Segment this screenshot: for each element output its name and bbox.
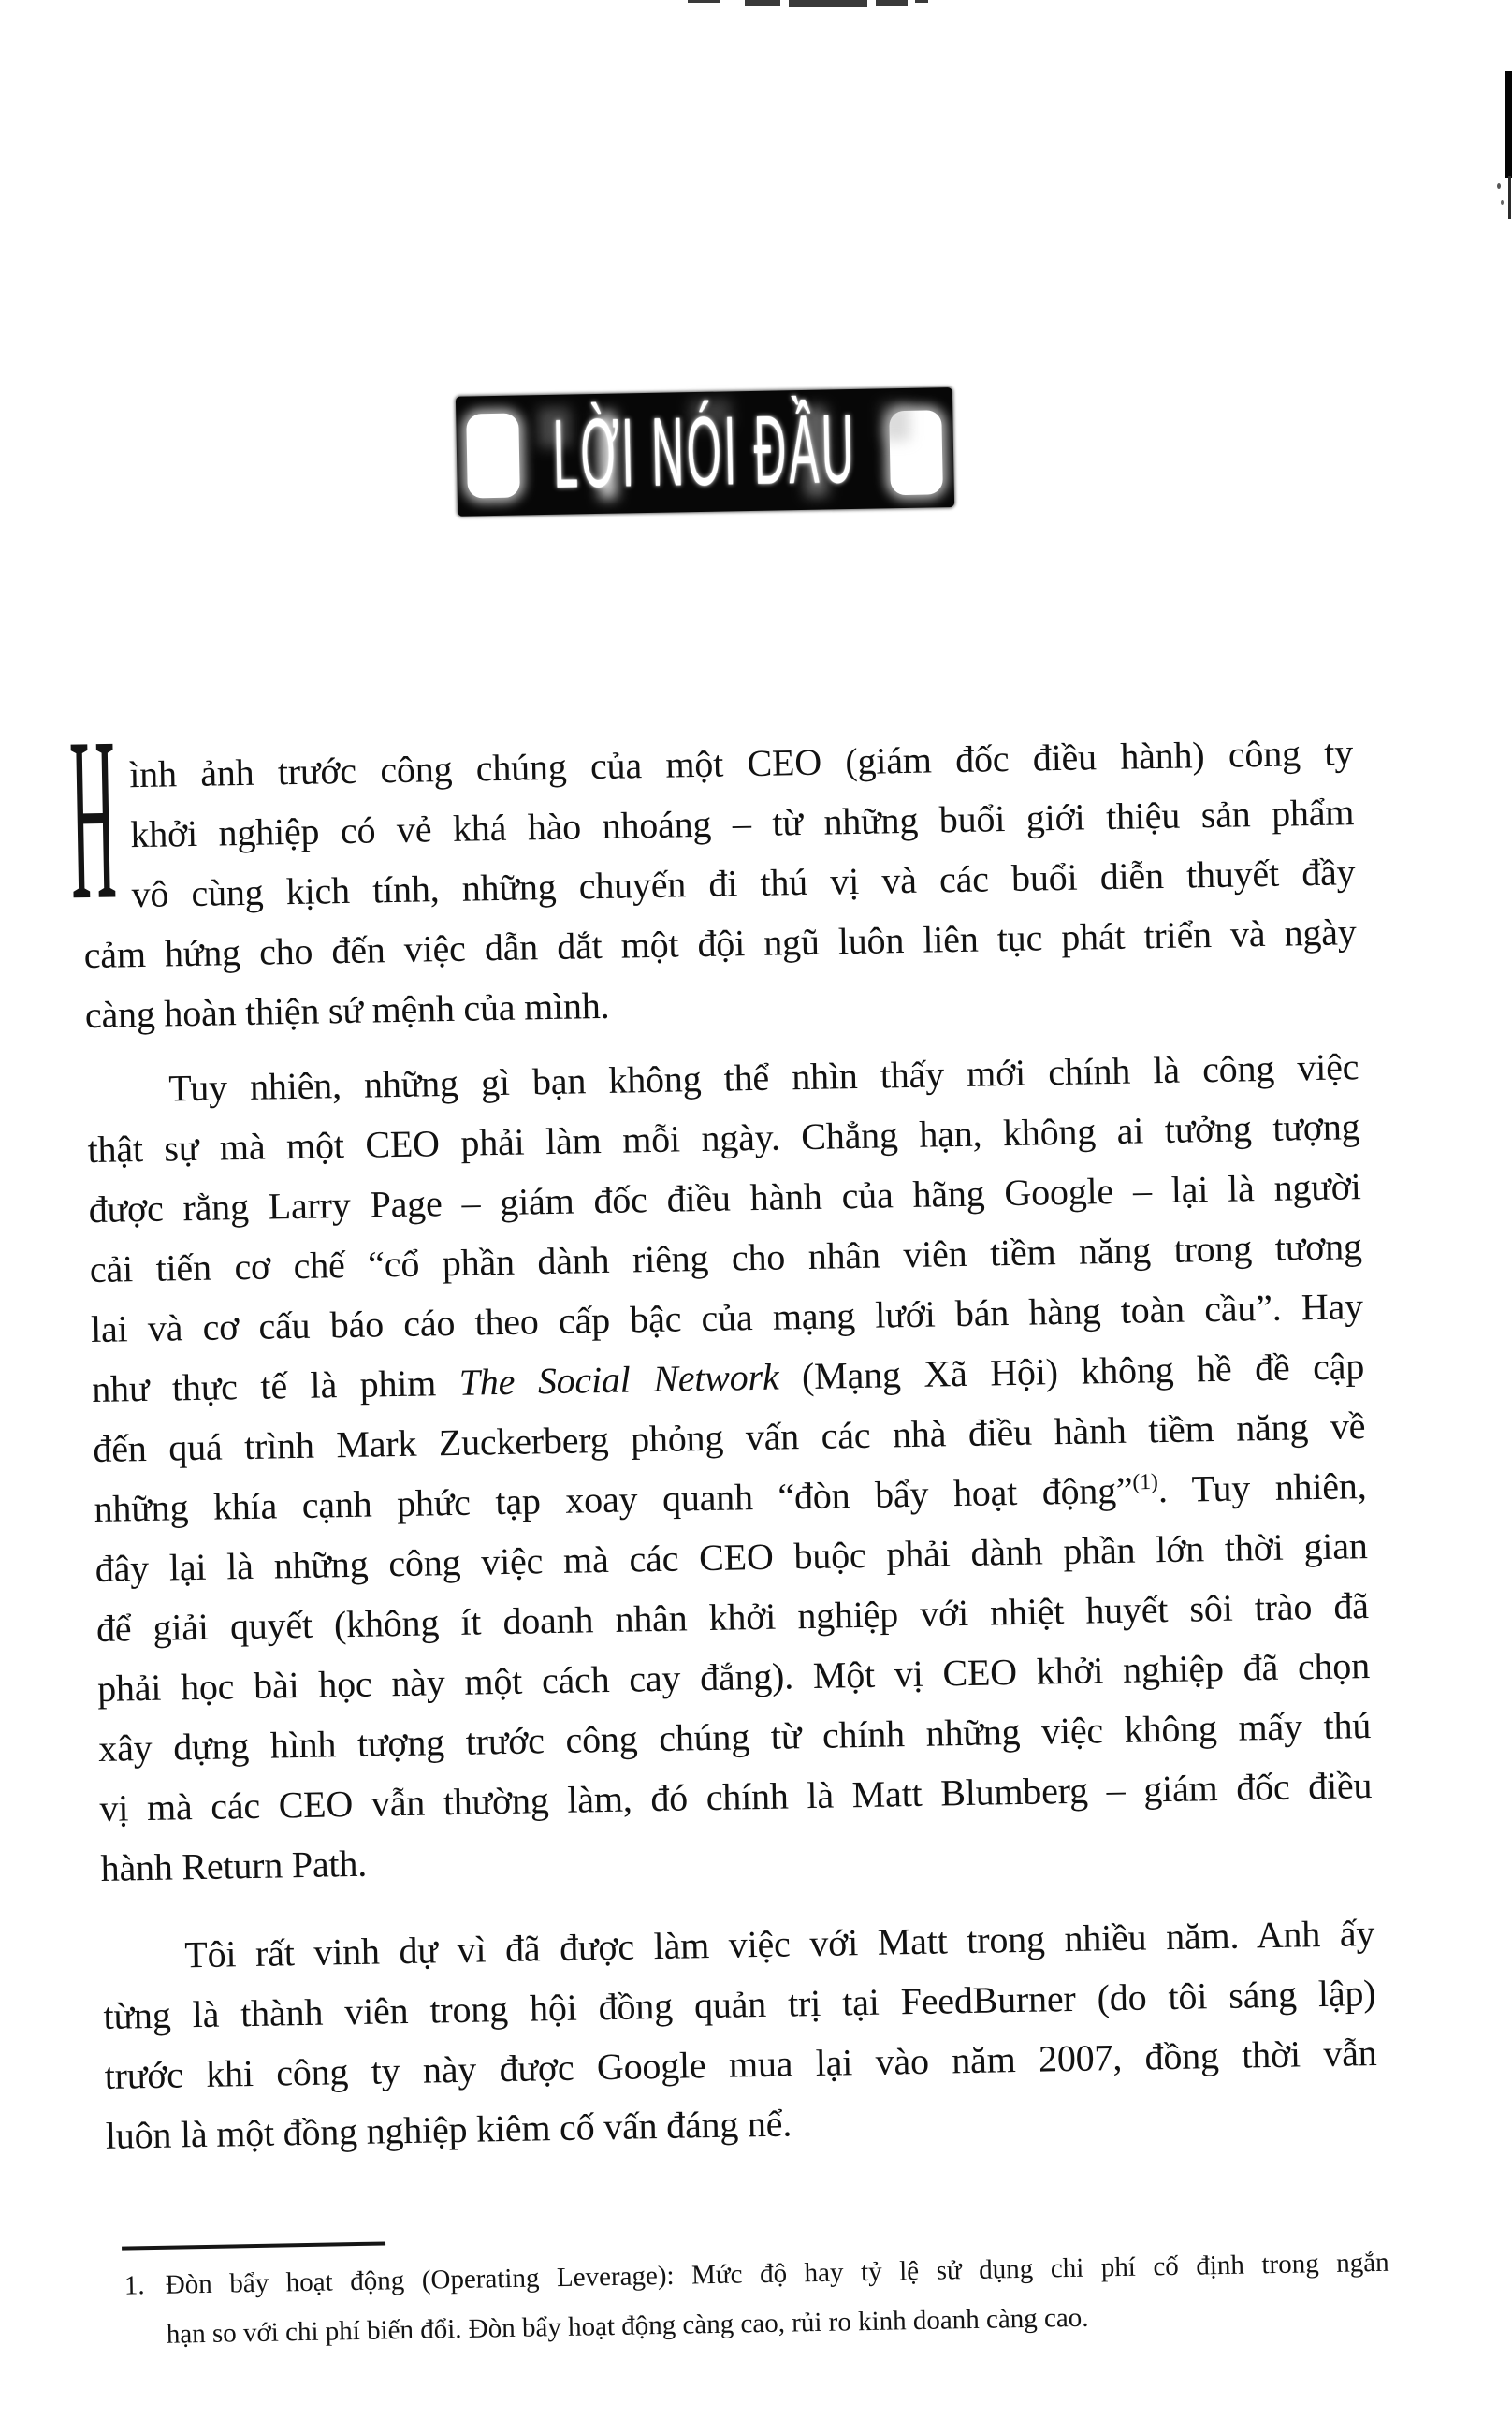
- paragraph-2: [86, 1037, 1374, 1899]
- text-line: để giải quyết (không ít doanh nhân khởi nghiệp với nhiệt huyết sôi trào đã: [95, 1584, 1370, 1650]
- footnote-separator: [122, 2241, 385, 2250]
- text-line: xây dựng hình tượng trước công chúng từ chính những việc không mấy thú: [97, 1704, 1372, 1770]
- footnote-text: [165, 2238, 1390, 2360]
- text-segment: như thực tế là phim: [91, 1361, 460, 1411]
- right-edge-scan-bar-tail: [1508, 176, 1511, 219]
- film-title-italic: The Social Network: [458, 1355, 779, 1404]
- text-segment: những khía cạnh phức tạp xoay quanh “đòn bẩy hoạt động”: [94, 1468, 1133, 1531]
- paragraph-1: [67, 689, 1359, 1045]
- paragraph-3: [102, 1903, 1378, 2166]
- footnote: [124, 2238, 1390, 2361]
- banner-smudge: [881, 403, 910, 442]
- body-text: [67, 689, 1379, 2166]
- text-line: Tôi rất vinh dự vì đã được làm việc với Matt trong nhiều năm. Anh ấy: [183, 1912, 1375, 1976]
- text-line: trước khi công ty này được Google mua lại vào năm 2007, đồng thời vẫn: [104, 2031, 1377, 2097]
- text-segment: . Tuy nhiên,: [1157, 1464, 1367, 1511]
- text-line: ình ảnh trước công chúng của một CEO (giám đốc điều hành) công ty: [128, 731, 1354, 796]
- chapter-banner: [456, 387, 954, 517]
- text-line: vị mà các CEO vẫn thường làm, đó chính là Matt Blumberg – giám đốc điều: [99, 1764, 1373, 1829]
- footnote-number: 1.: [124, 2270, 145, 2301]
- text-line: lai và cơ cấu báo cáo theo cấp bậc của mạng lưới bán hàng toàn cầu”. Hay: [90, 1285, 1364, 1351]
- right-edge-scan-bar: [1505, 71, 1512, 178]
- text-segment: (Mạng Xã Hội) không hề đề cập: [778, 1345, 1365, 1398]
- text-line: hành Return Path.: [100, 1842, 368, 1889]
- text-line: khởi nghiệp có vẻ khá hào nhoáng – từ những buổi giới thiệu sản phẩm: [129, 791, 1355, 856]
- text-line: đến quá trình Mark Zuckerberg phỏng vấn các nhà điều hành tiềm năng về: [93, 1405, 1366, 1471]
- text-line: cải tiến cơ chế “cổ phần dành riêng cho nhân viên tiềm năng trong tương: [89, 1225, 1363, 1291]
- text-line: cảm hứng cho đến việc dẫn dắt một đội ngũ luôn liên tục phát triển và ngày: [83, 911, 1357, 977]
- text-line: được rằng Larry Page – giám đốc điều hành của hãng Google – lại là người: [88, 1165, 1361, 1231]
- text-line: vô cùng kịch tính, những chuyến đi thú vị và các buổi diễn thuyết đầy: [131, 851, 1356, 916]
- text-line: phải học bài học này một cách cay đắng). Một vị CEO khởi nghiệp đã chọn: [96, 1644, 1371, 1710]
- footnote-line: hạn so với chi phí biến đổi. Đòn bẩy hoạt động càng cao, rủi ro kinh doanh càng cao.: [166, 2302, 1089, 2350]
- text-line: càng hoàn thiện sứ mệnh của mình.: [84, 983, 610, 1037]
- text-line: từng là thành viên trong hội đồng quản trị tại FeedBurner (do tôi sáng lập): [103, 1972, 1376, 2037]
- text-line: đây lại là những công việc mà các CEO buộc phải dành phần lớn thời gian: [94, 1524, 1368, 1591]
- text-line: thật sự mà một CEO phải làm mỗi ngày. Chẳng hạn, không ai tưởng tượng: [87, 1105, 1360, 1172]
- chapter-title: LỜI NÓI ĐẦU: [552, 394, 858, 509]
- footnote-marker-sup: (1): [1132, 1469, 1158, 1495]
- text-line: luôn là một đồng nghiệp kiêm cố vấn đáng nể.: [105, 2102, 792, 2157]
- scan-speck: [1501, 200, 1504, 205]
- text-line: Tuy nhiên, những gì bạn không thể nhìn thấy mới chính là công việc: [167, 1045, 1359, 1110]
- scan-speck: [1497, 183, 1501, 189]
- footnote-line: Đòn bẩy hoạt động (Operating Leverage): Mức độ hay tỷ lệ sử dụng chi phí cố định trong ngắn: [165, 2247, 1389, 2300]
- drop-cap: H: [67, 689, 119, 950]
- banner-left-blob: [466, 414, 520, 499]
